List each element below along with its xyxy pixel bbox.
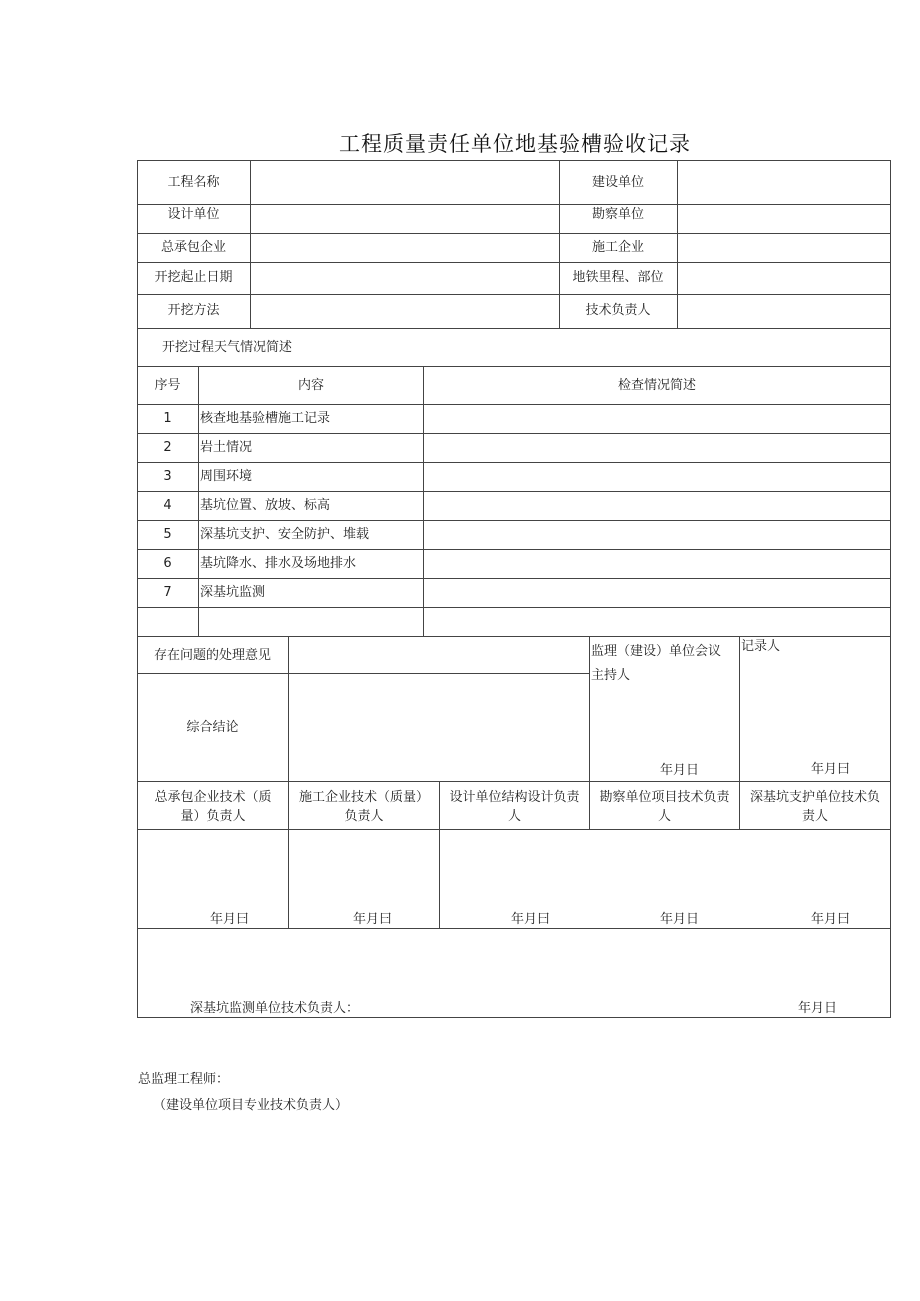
design-sign-label [440,788,589,826]
row-content: 深基坑监测 [200,585,266,600]
row-summary-field[interactable] [424,550,890,578]
supervision-host-label-line2: 主持人 [591,668,631,683]
weather-summary-label: 开挖过程天气情况简述 [162,340,293,355]
survey-sign-date: 年月日 [660,912,700,927]
construction-unit-field[interactable] [678,161,890,204]
metro-mileage-label: 地铁里程、部位 [572,270,664,285]
row-summary-field[interactable] [424,434,890,462]
construction-company-label: 施工企业 [591,240,644,255]
row-summary-field[interactable] [424,521,890,549]
construction-sign-label [289,788,439,826]
construction-sign-line2: 负责人 [344,809,384,824]
row-summary-field[interactable] [424,463,890,491]
tech-lead-field[interactable] [678,295,890,328]
row-number: 2 [163,440,172,455]
excavation-method-label: 开挖方法 [167,303,220,318]
row-summary-field[interactable] [424,608,890,636]
checklist-header-summary: 检查情况简述 [617,378,696,393]
recorder-date: 年月曰 [811,762,851,777]
checklist-header-no: 序号 [154,378,181,393]
row-content: 深基坑支护、安全防护、堆载 [200,527,370,542]
row-number: 3 [163,469,172,484]
metro-mileage-field[interactable] [678,263,890,294]
row-content: 周围环境 [200,469,253,484]
row-summary-field[interactable] [424,492,890,520]
design-sign-line1: 设计单位结构设计负责 [449,790,580,805]
checklist-header-content: 内容 [297,378,324,393]
general-contractor-label: 总承包企业 [160,240,226,255]
project-name-label: 工程名称 [167,175,220,190]
general-contractor-sign-label [138,788,288,826]
row-summary-field[interactable] [424,405,890,433]
row-number: 6 [163,556,172,571]
design-sign-date: 年月曰 [511,912,551,927]
row-number: 5 [163,527,172,542]
construction-unit-label: 建设单位 [591,175,644,190]
general-contractor-sign-date: 年月曰 [210,912,250,927]
construction-sign-date: 年月曰 [353,912,393,927]
supervision-host-label-line1: 监理（建设）单位会议 [591,644,722,659]
design-unit-field[interactable] [251,205,558,233]
monitoring-date: 年月日 [798,1001,838,1016]
project-name-field[interactable] [251,161,558,204]
design-sign-line2: 人 [507,809,521,824]
support-sign-date: 年月曰 [811,912,851,927]
supervision-host-date: 年月日 [660,763,700,778]
survey-unit-label: 勘察单位 [591,207,644,222]
overall-conclusion-label: 综合结论 [186,720,239,735]
row-summary-field[interactable] [424,579,890,607]
problem-handling-field[interactable] [289,637,589,673]
general-contractor-sign-line1: 总承包企业技术（质 [154,790,272,805]
row-number: 4 [163,498,172,513]
support-sign-label [740,788,890,826]
survey-sign-line2: 人 [657,809,671,824]
construction-sign-line1: 施工企业技术（质量） [298,790,429,805]
chief-supervisor-note: （建设单位项目专业技术负责人） [153,1098,349,1113]
recorder-label: 记录人 [741,639,781,654]
row-content: 基坑位置、放坡、标高 [200,498,331,513]
support-sign-line2: 责人 [801,809,828,824]
design-unit-label: 设计单位 [167,207,220,222]
overall-conclusion-field[interactable] [289,674,589,781]
chief-supervisor-label: 总监理工程师： [138,1072,230,1087]
row-content: 岩土情况 [200,440,253,455]
excavation-dates-field[interactable] [251,263,558,294]
row-number: 7 [163,585,172,600]
monitoring-lead-label: 深基坑监测单位技术负责人： [190,1001,360,1016]
row-content: 核查地基验槽施工记录 [200,411,331,426]
general-contractor-sign-line2: 量）负责人 [180,809,246,824]
general-contractor-field[interactable] [251,234,558,262]
survey-sign-line1: 勘察单位项目技术负责 [599,790,730,805]
row-number: 1 [163,411,172,426]
excavation-dates-label: 开挖起止日期 [154,270,233,285]
survey-sign-label [590,788,739,826]
tech-lead-label: 技术负责人 [585,303,651,318]
excavation-method-field[interactable] [251,295,558,328]
page-title: 工程质量责任单位地基验槽验收记录 [339,132,691,156]
survey-unit-field[interactable] [678,205,890,233]
construction-company-field[interactable] [678,234,890,262]
row-content: 基坑降水、排水及场地排水 [200,556,357,571]
support-sign-line1: 深基坑支护单位技术负 [749,790,880,805]
problem-handling-label: 存在问题的处理意见 [153,648,271,663]
